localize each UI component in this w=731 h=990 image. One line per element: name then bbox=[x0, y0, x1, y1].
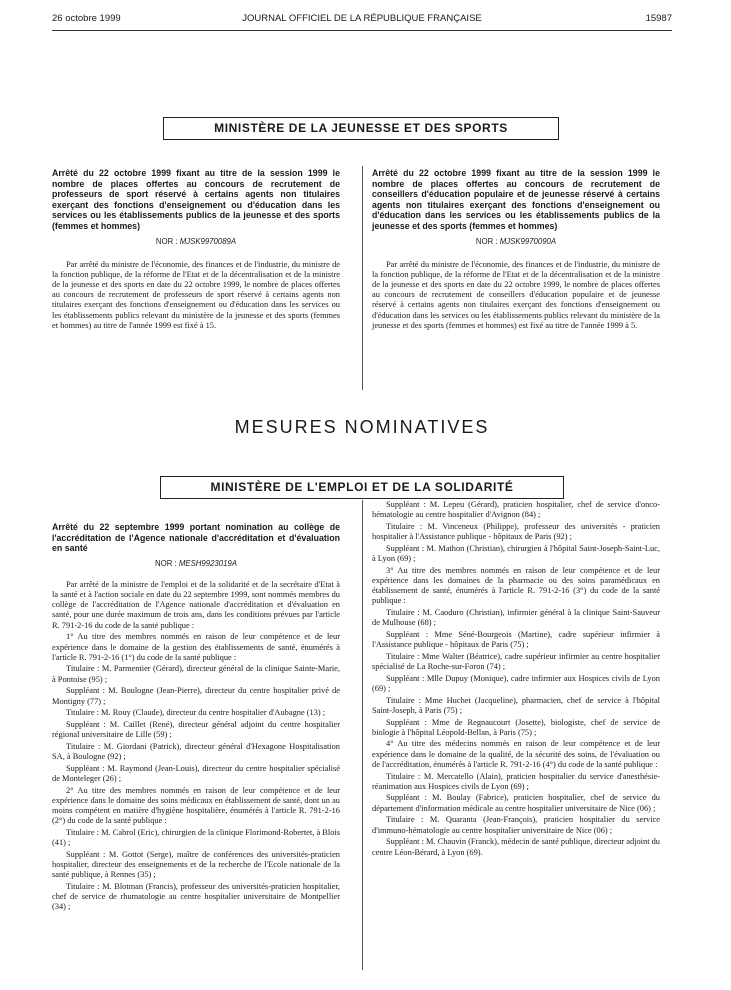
header-journal-title: JOURNAL OFFICIEL DE LA RÉPUBLIQUE FRANÇAISE bbox=[242, 13, 482, 24]
arrete-paragraph: 1° Au titre des membres nommés en raison de leur compétence et de leur expérience dans le domaine de la gestion des établissements de santé, énumérés à l'article R. 791-2-16 (1°) du code de la santé publique : bbox=[52, 632, 340, 662]
arrete-paragraph: Suppléant : M. Chauvin (Franck), médecin de santé publique, directeur adjoint du centre Léon-Bérard, à Lyon (69). bbox=[372, 837, 660, 857]
page-header bbox=[52, 13, 672, 27]
arrete-conseillers-education bbox=[372, 168, 660, 333]
arrete-paragraph: Titulaire : Mme Huchet (Jacqueline), pharmacien, chef de service à l'hôpital Saint-Joseph, à Paris (75) ; bbox=[372, 695, 660, 715]
arrete-paragraph: Suppléant : M. Gottot (Serge), maître de conférences des universités-praticien hospitalier, directeur des enseignements et de la recherche de l'Ecole nationale de la santé publique, à Rennes (35) ; bbox=[52, 849, 340, 880]
arrete-nomination-left-column bbox=[52, 522, 340, 914]
header-date: 26 octobre 1999 bbox=[52, 13, 121, 24]
arrete-title: Arrêté du 22 octobre 1999 fixant au titre de la session 1999 le nombre de places offertes au concours de recrutement de professeurs de sport réservé à certains agents non titulaires exerçant des fonctions d'enseignement ou d'éducation dans les services ou les établissements publics de la jeunesse et des sports (femmes et hommes) bbox=[52, 168, 340, 231]
arrete-body bbox=[372, 260, 660, 331]
arrete-title: Arrêté du 22 septembre 1999 portant nomination au collège de l'accréditation de l'Agence nationale d'accréditation et d'évaluation en santé bbox=[52, 522, 340, 554]
arrete-body bbox=[52, 580, 340, 913]
arrete-paragraph: Titulaire : M. Giordani (Patrick), directeur général d'Hexagone Hospitalisation SA, à Boulogne (92) ; bbox=[52, 741, 340, 762]
arrete-paragraph: Suppléant : M. Mathon (Christian), chirurgien à l'hôpital Saint-Joseph-Saint-Luc, à Lyon (69) ; bbox=[372, 543, 660, 564]
arrete-paragraph: Suppléant : M. Boulogne (Jean-Pierre), directeur du centre hospitalier privé de Montigny (77) ; bbox=[52, 686, 340, 706]
arrete-paragraph: Titulaire : Mme Walter (Béatrice), cadre supérieur infirmier au centre hospitalier spécialisé de La Roche-sur-Foron (74) ; bbox=[372, 651, 660, 672]
nor-reference bbox=[52, 237, 340, 246]
arrete-paragraph: 4° Au titre des médecins nommés en raison de leur compétence et de leur expérience dans le domaine de la qualité, de la sécurité des soins, de l'évaluation ou de l'accréditation, énumérés à l'article R. 791-2-16 (4°) du code de la santé publique : bbox=[372, 739, 660, 769]
arrete-paragraph: Suppléant : M. Caillet (René), directeur général adjoint du centre hospitalier régional universitaire de Lille (59) ; bbox=[52, 719, 340, 740]
arrete-paragraph: Titulaire : M. Mercatello (Alain), praticien hospitalier du service d'anesthésie-réanimation aux Hospices civils de Lyon (69) ; bbox=[372, 771, 660, 791]
arrete-paragraph: 3° Au titre des membres nommés en raison de leur compétence et de leur expérience dans les domaines de la pharmacie ou des soins paramédicaux en établissement de santé, énumérés à l'article R. 791-2-16 (3°) du code de la santé publique : bbox=[372, 565, 660, 606]
arrete-paragraph: Suppléant : M. Boulay (Fabrice), praticien hospitalier, chef de service du département d'information médicale au centre hospitalier universitaire de Nice (06) ; bbox=[372, 793, 660, 813]
arrete-paragraph: Par arrêté de la ministre de l'emploi et de la solidarité et de la secrétaire d'Etat à la santé et à l'action sociale en date du 22 septembre 1999, sont nommés membres du collège de l'accréditation de l'Agence nationale d'accréditation et d'évaluation en santé, pour une durée maximum de trois ans, dans les conditions prévues par l'article R. 791-2-16 du code de la santé publique : bbox=[52, 579, 340, 630]
arrete-paragraph: Titulaire : M. Quaranta (Jean-François), praticien hospitalier du service d'immuno-hématologie au centre hospitalier universitaire de Nice (06) ; bbox=[372, 815, 660, 835]
arrete-paragraph: Par arrêté du ministre de l'économie, des finances et de l'industrie, du ministre de la fonction publique, de la réforme de l'Etat et de la décentralisation et de la ministre de la jeunesse et des sports en date du 22 octobre 1999, le nombre de places offertes au concours de recrutement de professeurs de sport réservé à certains agents non titulaires exerçant des fonctions d'enseignement ou d'éducation dans les services ou les établissements publics relevant du ministère de la jeunesse et des sports (femmes et hommes) au titre de l'année 1999 est fixé à 15. bbox=[52, 259, 340, 330]
arrete-body bbox=[52, 260, 340, 331]
arrete-body-continued bbox=[372, 500, 660, 858]
arrete-paragraph: Titulaire : M. Caoduro (Christian), infirmier général à la clinique Saint-Sauveur de Mulhouse (68) ; bbox=[372, 608, 660, 628]
arrete-professeurs-sport bbox=[52, 168, 340, 333]
nor-code: MJSK9970089A bbox=[179, 236, 237, 246]
column-divider bbox=[362, 166, 363, 390]
arrete-paragraph: Titulaire : M. Vinceneux (Philippe), professeur des universités - praticien hospitalier à l'Assistance publique - hôpitaux de Paris (92) ; bbox=[372, 521, 660, 542]
arrete-paragraph: Suppléant : M. Lepeu (Gérard), praticien hospitalier, chef de service d'onco-hématologie au centre hospitalier d'Avignon (84) ; bbox=[372, 500, 660, 520]
ministry-heading-jeunesse-sports: MINISTÈRE DE LA JEUNESSE ET DES SPORTS bbox=[163, 117, 559, 140]
arrete-paragraph: Titulaire : M. Parmentier (Gérard), directeur général de la clinique Sainte-Marie, à Pontoise (95) ; bbox=[52, 664, 340, 684]
arrete-paragraph: Titulaire : M. Cabrol (Eric), chirurgien de la clinique Florimond-Robertet, à Blois (41) ; bbox=[52, 827, 340, 848]
arrete-nomination-right-column bbox=[372, 500, 660, 859]
arrete-paragraph: Titulaire : M. Blotman (Francis), professeur des universités-praticien hospitalier, chef de service de rhumatologie au centre hospitalier universitaire de Montpellier (34) ; bbox=[52, 881, 340, 912]
arrete-paragraph: Titulaire : M. Rouy (Claude), directeur du centre hospitalier d'Aubagne (13) ; bbox=[66, 708, 326, 718]
header-page-number: 15987 bbox=[645, 13, 672, 24]
header-divider bbox=[52, 30, 672, 31]
arrete-paragraph: Suppléant : Mme Séné-Bourgeois (Martine), cadre supérieur infirmier à l'Assistance publique - hôpitaux de Paris (75) ; bbox=[372, 629, 660, 650]
nor-label: NOR : bbox=[155, 558, 177, 568]
arrete-title: Arrêté du 22 octobre 1999 fixant au titre de la session 1999 le nombre de places offertes au concours de recrutement de conseillers d'éducation populaire et de jeunesse réservé à certains agents non titulaires exerçant des fonctions d'enseignement ou d'éducation dans les services ou les établissements publics de la jeunesse et des sports (femmes et hommes) bbox=[372, 168, 660, 231]
arrete-paragraph: Suppléant : Mme de Regnaucourt (Josette), biologiste, chef de service de biologie à l'hôpital Léopold-Bellan, à Paris (75) ; bbox=[372, 717, 660, 737]
arrete-paragraph: Suppléant : Mlle Dupuy (Monique), cadre infirmier aux Hospices civils de Lyon (69) ; bbox=[372, 673, 660, 693]
nor-code: MJSK9970090A bbox=[499, 236, 557, 246]
section-title: MESURES NOMINATIVES bbox=[234, 417, 490, 437]
arrete-paragraph: Suppléant : M. Raymond (Jean-Louis), directeur du centre hospitalier spécialisé de Monteleger (26) ; bbox=[52, 763, 340, 783]
nor-label: NOR : bbox=[475, 236, 498, 246]
nor-label: NOR : bbox=[155, 236, 178, 246]
nor-reference bbox=[372, 237, 660, 246]
arrete-paragraph: 2° Au titre des membres nommés en raison de leur compétence et de leur expérience dans le domaine des soins médicaux en établissement de santé, dont un au moins compétent en matière d'hygiène hospitalière, énumérés à l'article R. 791-2-16 (2°) du code de la santé publique : bbox=[52, 785, 340, 826]
arrete-paragraph: Par arrêté du ministre de l'économie, des finances et de l'industrie, du ministre de la fonction publique, de la réforme de l'Etat et de la décentralisation et de la ministre de la jeunesse et des sports en date du 22 octobre 1999, le nombre de places offertes au concours de recrutement de conseillers d'éducation populaire et de jeunesse réservé à certains agents non titulaires exerçant des fonctions d'enseignement ou d'éducation dans les services ou les établissements publics relevant du ministère de la jeunesse et des sports (femmes et hommes) est fixé au titre de l'année 1999 à 5. bbox=[372, 259, 660, 330]
nor-code: MESH9923019A bbox=[178, 558, 237, 568]
ministry-heading-emploi-solidarite: MINISTÈRE DE L'EMPLOI ET DE LA SOLIDARITÉ bbox=[160, 476, 564, 499]
column-divider bbox=[362, 500, 363, 970]
nor-reference bbox=[52, 559, 340, 568]
